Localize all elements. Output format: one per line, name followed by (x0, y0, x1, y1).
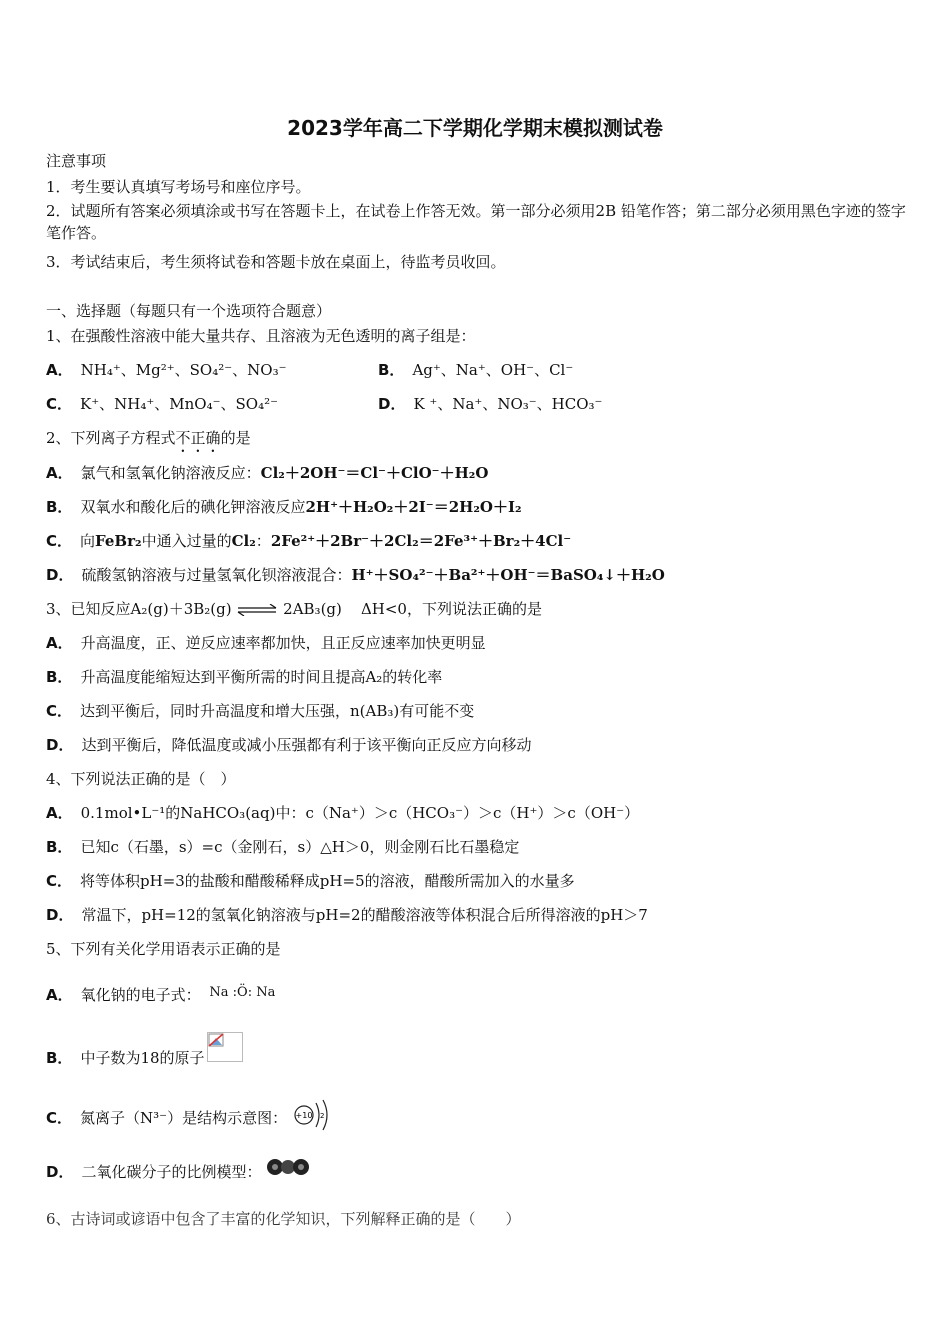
q4-option-a[interactable] (46, 803, 639, 823)
option-label: A． (46, 634, 73, 652)
q2-stem-post: 的是 (220, 429, 251, 447)
option-text: 达到平衡后，同时升高温度和增大压强，n(AB₃)有可能不变 (80, 702, 475, 720)
option-label: B． (378, 361, 405, 379)
q3-stem (46, 599, 542, 619)
electron-shell-1 (316, 1103, 319, 1127)
option-text: Ag⁺、Na⁺、OH⁻、Cl⁻ (412, 361, 574, 379)
option-label: D． (378, 395, 406, 413)
q1-option-d[interactable] (378, 394, 602, 414)
atom-structure-diagram (292, 1098, 332, 1132)
option-label: B． (46, 838, 73, 856)
option-text: K⁺、NH₄⁺、MnO₄⁻、SO₄²⁻ (80, 395, 279, 413)
q4-option-d[interactable] (46, 905, 648, 925)
equation: H⁺＋SO₄²⁻＋Ba²⁺＋OH⁻＝BaSO₄↓＋H₂O (351, 566, 665, 584)
q1-option-b[interactable] (378, 360, 573, 380)
q2-stem (46, 428, 251, 456)
page-title: 2023学年高二下学期化学期末模拟测试卷 (287, 116, 663, 140)
option-label: C． (46, 395, 73, 413)
q3-option-d[interactable] (46, 735, 531, 755)
q3-option-c[interactable] (46, 701, 474, 721)
option-label: A． (46, 464, 73, 482)
q2-stem-emphasis: 不正确 (175, 429, 221, 447)
equation: 2H⁺＋H₂O₂＋2I⁻＝2H₂O＋I₂ (305, 498, 522, 516)
option-text: 达到平衡后，降低温度或减小压强都有利于该平衡向正反应方向移动 (81, 736, 532, 754)
option-label: D． (46, 906, 74, 924)
q4-stem: 4、下列说法正确的是（ ） (46, 770, 236, 788)
q4-option-b[interactable] (46, 837, 519, 857)
option-text: 升高温度，正、逆反应速率都加快，且正反应速率加快更明显 (80, 634, 486, 652)
option-text: K ⁺、Na⁺、NO₃⁻、HCO₃⁻ (413, 395, 603, 413)
q5-stem: 5、下列有关化学用语表示正确的是 (46, 940, 281, 958)
option-text: 中子数为18的原子 (80, 1049, 205, 1067)
electron-formula: Na :Ö: Na (209, 985, 276, 1000)
q2-option-d[interactable] (46, 565, 665, 585)
q2-stem-pre: 2、下列离子方程式 (46, 429, 176, 447)
option-text: 双氧水和酸化后的碘化钾溶液反应 (80, 498, 306, 516)
option-text: 常温下，pH=12的氢氧化钠溶液与pH=2的醋酸溶液等体积混合后所得溶液的pH＞7 (81, 906, 648, 924)
q4-option-c[interactable] (46, 871, 575, 891)
equation: 2Fe²⁺＋2Br⁻＋2Cl₂＝2Fe³⁺＋Br₂＋4Cl⁻ (270, 532, 572, 550)
option-text: 氯气和氢氧化钠溶液反应： (80, 464, 261, 482)
option-label: D． (46, 566, 74, 584)
equation: Cl₂＋2OH⁻＝Cl⁻＋ClO⁻＋H₂O (260, 464, 489, 482)
q3-stem-pre: 3、已知反应A₂(g)＋3B₂(g) (46, 600, 232, 618)
option-label: C． (46, 872, 73, 890)
option-text: 中通入过量的 (141, 532, 232, 550)
option-text: 硫酸氢钠溶液与过量氢氧化钡溶液混合： (81, 566, 352, 584)
q3-option-a[interactable] (46, 633, 486, 653)
broken-image-icon (207, 1032, 243, 1062)
option-text: 升高温度能缩短达到平衡所需的时间且提高A₂的转化率 (80, 668, 443, 686)
notice-heading: 注意事项 (46, 152, 107, 170)
notice-item-2: 2．试题所有答案必须填涂或书写在答题卡上，在试卷上作答无效。第一部分必须用2B 铅笔作答；第二部分必须用黑色字迹的签字笔作答。 (46, 202, 906, 242)
option-label: A． (46, 804, 73, 822)
option-label: C． (46, 702, 73, 720)
option-label: A． (46, 361, 73, 379)
option-label: C． (46, 1109, 73, 1127)
option-label: B． (46, 668, 73, 686)
co2-model-icon (266, 1156, 310, 1178)
option-text: 二氧化碳分子的比例模型： (81, 1163, 262, 1181)
q2-option-c[interactable] (46, 531, 571, 551)
q5-option-b[interactable] (46, 1044, 243, 1074)
q2-option-a[interactable] (46, 463, 488, 483)
option-text: 氮离子（N³⁻）是结构示意图： (80, 1109, 288, 1127)
option-label: C． (46, 532, 73, 550)
q3-stem-condition: ΔH<0，下列说法正确的是 (360, 600, 542, 618)
option-text: 向 (80, 532, 96, 550)
formula: Cl₂ (231, 532, 256, 550)
q6-stem: 6、古诗词或谚语中包含了丰富的化学知识，下列解释正确的是（ ） (46, 1210, 521, 1228)
q1-option-a[interactable] (46, 360, 287, 380)
q3-stem-product: 2AB₃(g) (283, 600, 342, 618)
option-text: 氧化钠的电子式： (80, 986, 201, 1004)
q5-option-c[interactable] (46, 1102, 332, 1136)
formula: FeBr₂ (95, 532, 142, 550)
q2-option-b[interactable] (46, 497, 522, 517)
notice-item-3: 3．考试结束后，考生须将试卷和答题卡放在桌面上，待监考员收回。 (46, 253, 506, 271)
option-label: B． (46, 498, 73, 516)
q3-option-b[interactable] (46, 667, 442, 687)
q1-stem: 1、在强酸性溶液中能大量共存、且溶液为无色透明的离子组是： (46, 327, 476, 345)
option-text: 将等体积pH=3的盐酸和醋酸稀释成pH=5的溶液，醋酸所需加入的水量多 (80, 872, 575, 890)
notice-item-1: 1．考生要认真填写考场号和座位序号。 (46, 178, 311, 196)
option-text: ： (255, 532, 271, 550)
option-text: NH₄⁺、Mg²⁺、SO₄²⁻、NO₃⁻ (80, 361, 287, 379)
section-heading: 一、选择题（每题只有一个选项符合题意） (46, 302, 332, 320)
option-label: D． (46, 736, 74, 754)
q5-option-d[interactable] (46, 1162, 310, 1184)
nucleus-charge: +10 (295, 1111, 313, 1120)
option-label: B． (46, 1049, 73, 1067)
option-label: D． (46, 1163, 74, 1181)
option-label: A． (46, 986, 73, 1004)
shell-electron-count: 2 (319, 1112, 325, 1120)
q5-option-a[interactable] (46, 985, 275, 1006)
option-text: 0.1mol•L⁻¹的NaHCO₃(aq)中：c（Na⁺）＞c（HCO₃⁻）＞c（H⁺）＞c（OH⁻） (80, 804, 640, 822)
q1-option-c[interactable] (46, 394, 278, 414)
equilibrium-arrow-icon (236, 604, 278, 616)
option-text: 已知c（石墨，s）=c（金刚石，s）△H＞0，则金刚石比石墨稳定 (80, 838, 520, 856)
